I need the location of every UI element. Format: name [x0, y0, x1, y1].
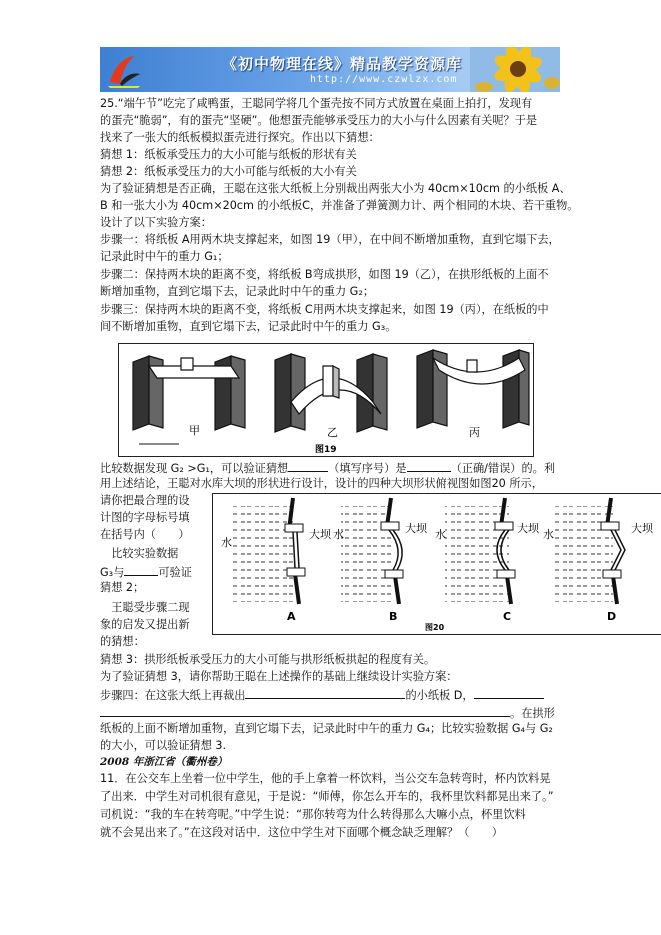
verify-line-3: [100, 705, 560, 721]
dam-option-a: [221, 498, 332, 623]
step-3-line-2: 间不断增加重物，直到它塌下去，记录此时中午的重力 G₃。: [100, 320, 397, 333]
step-4-text-c: 。在拱形: [510, 707, 555, 720]
guess-2: 猜想 2：纸板承受压力的大小可能与纸板的大小有关: [100, 165, 357, 178]
dam-option-b: [333, 498, 428, 623]
blank-step-4-method[interactable]: [100, 705, 510, 717]
sunflower-icon: [470, 47, 560, 92]
side-line-4: 比较实验数据: [100, 547, 179, 560]
side-line-7: 王聪受步骤二现: [100, 601, 190, 614]
side-line-6: 猜想 2；: [100, 581, 145, 594]
q11-line-2: 了出来．中学生对司机很有意见，于是说：“师傅，你怎么开车的，我杯里饮料都晃出来了。”: [100, 790, 554, 803]
q25-line-8: 设计了以下实验方案：: [100, 216, 212, 229]
water-label-d: 水: [543, 528, 554, 541]
banner-url: http://www.czwlzx.com: [310, 74, 458, 85]
option-label-d: D: [607, 610, 617, 623]
dam-label-c: 大坝: [517, 522, 539, 535]
header-banner: [100, 47, 560, 92]
option-label-b: B: [389, 610, 398, 623]
step-4-text-b: 的小纸板 D，: [405, 689, 474, 702]
compare-line-2: 用上述结论，王聪对水库大坝的形状进行设计，设计的四种大坝形状俯视图如图20 所示，: [100, 477, 543, 490]
figure-20-caption: 图20: [425, 623, 445, 632]
blank-step-4-end[interactable]: [474, 687, 544, 699]
figure-19-label-jia: 甲: [189, 424, 200, 437]
dam-option-d: [543, 498, 654, 623]
verify-line-4: 纸板的上面不断增加重物，直到它塌下去，记录此时中午的重力 G₄；比较实验数据 G₄与 G₂: [100, 722, 553, 735]
water-label-b: 水: [333, 528, 344, 541]
step-4-text: 步骤四：在这张大纸上再裁出: [100, 689, 246, 702]
option-label-a: A: [287, 610, 296, 623]
q25-line-3: 找来了一张大的纸板模拟蛋壳进行探究。作出以下猜想：: [100, 131, 380, 144]
q25-line-6: 为了验证猜想是否正确，王聪在这张大纸板上分别裁出两张大小为 40cm×10cm 的小纸板 A、: [100, 182, 571, 195]
side-line-2: 计图的字母标号填: [100, 511, 190, 524]
g3-prefix: G₃与: [100, 566, 125, 579]
verify-line-5: 的大小，可以验证猜想 3.: [100, 739, 227, 752]
verify-line-2: [100, 687, 544, 703]
compare-line-1: [100, 460, 555, 476]
guess-1: 猜想 1：纸板承受压力的大小可能与纸板的形状有关: [100, 148, 357, 161]
figure-19-drawing: [119, 344, 533, 456]
side-line-1: 请你把最合理的设: [100, 494, 190, 507]
blank-compare-data[interactable]: [124, 564, 158, 576]
figure-19-label-bing: 丙: [469, 426, 480, 439]
logo-icon: [104, 50, 144, 90]
figure-20: [212, 493, 661, 635]
side-line-3: 在括号内（ ）: [100, 528, 190, 541]
compare-text-a: 比较数据发现 G₂ >G₁，可以验证猜想: [100, 462, 289, 475]
water-label-c: 水: [435, 528, 446, 541]
q25-line-1: 25.“端午节”吃完了咸鸭蛋，王聪同学将几个蛋壳按不同方式放置在桌面上拍打，发现有: [100, 97, 533, 110]
q25-line-2: 的蛋壳“脆弱”，有的蛋壳“坚硬”。他想蛋壳能够承受压力的大小与什么因素有关呢？于是: [100, 114, 538, 127]
compare-text-b: （填写序号）是: [328, 462, 407, 475]
step-2-line-2: 断增加重物，直到它塌下去，记录此时中午的重力 G₂；: [100, 285, 375, 298]
side-line-8: 象的启发又提出新: [100, 618, 190, 631]
step-2-line-1: 步骤二：保持两木块的距离不变，将纸板 B弯成拱形，如图 19（乙），在拱形纸板的上面不: [100, 268, 549, 281]
guess-3: 猜想 3：拱形纸板承受压力的大小可能与拱形纸板拱起的程度有关。: [100, 653, 436, 666]
q11-line-1: 11．在公交车上坐着一位中学生，他的手上拿着一杯饮料，当公交车急转弯时，杯内饮料晃: [100, 772, 551, 785]
dam-label-b: 大坝: [405, 522, 427, 535]
q25-line-7: B 和一张大小为 40cm×20cm 的小纸板C，并准备了弹簧测力计、两个相同的木块、若干重物。: [100, 199, 579, 212]
side-line-9: 的猜想：: [100, 635, 145, 648]
verify-line-1: 为了验证猜想 3，请你帮助王聪在上述操作的基础上继续设计实验方案：: [100, 670, 458, 683]
figure-19-label-yi: 乙: [327, 426, 338, 439]
q11-line-3: 司机说：“我的车在转弯呢。”中学生说：“那你转弯为什么转得那么大嘛小点，杯里饮料: [100, 808, 526, 821]
step-3-line-1: 步骤三：保持两木块的距离不变，将纸板 C用两木块支撑起来，如图 19（丙），在纸板的中: [100, 303, 549, 316]
step-1-line-1: 步骤一：将纸板 A用两木块支撑起来，如图 19（甲），在中间不断增加重物，直到它塌下去，: [100, 233, 560, 246]
section-heading: 2008 年浙江省（衢州卷）: [100, 756, 228, 768]
step-1-line-2: 记录此时中午的重力 G₁；: [100, 250, 229, 263]
dam-label-a: 大坝: [309, 528, 331, 541]
figure-20-drawing: [213, 494, 661, 634]
compare-text-c: （正确/错误）的。利: [450, 462, 556, 475]
banner-title: 《初中物理在线》精品教学资源库: [222, 55, 463, 73]
figure-19: [118, 343, 534, 457]
side-verify: 可验证: [158, 566, 192, 579]
figure-19-caption: 图19: [315, 445, 337, 455]
water-label-a: 水: [221, 536, 232, 549]
q11-line-4: 就不会晃出来了。”在这段对话中．这位中学生对下面哪个概念缺乏理解？（ ）: [100, 826, 503, 839]
blank-correct-wrong[interactable]: [407, 460, 451, 472]
side-line-5: [100, 564, 192, 580]
blank-step-4-size[interactable]: [245, 687, 405, 699]
option-label-c: C: [503, 610, 512, 623]
dam-label-d: 大坝: [631, 522, 653, 535]
dam-option-c: [435, 498, 540, 623]
blank-guess-number[interactable]: [288, 460, 328, 472]
